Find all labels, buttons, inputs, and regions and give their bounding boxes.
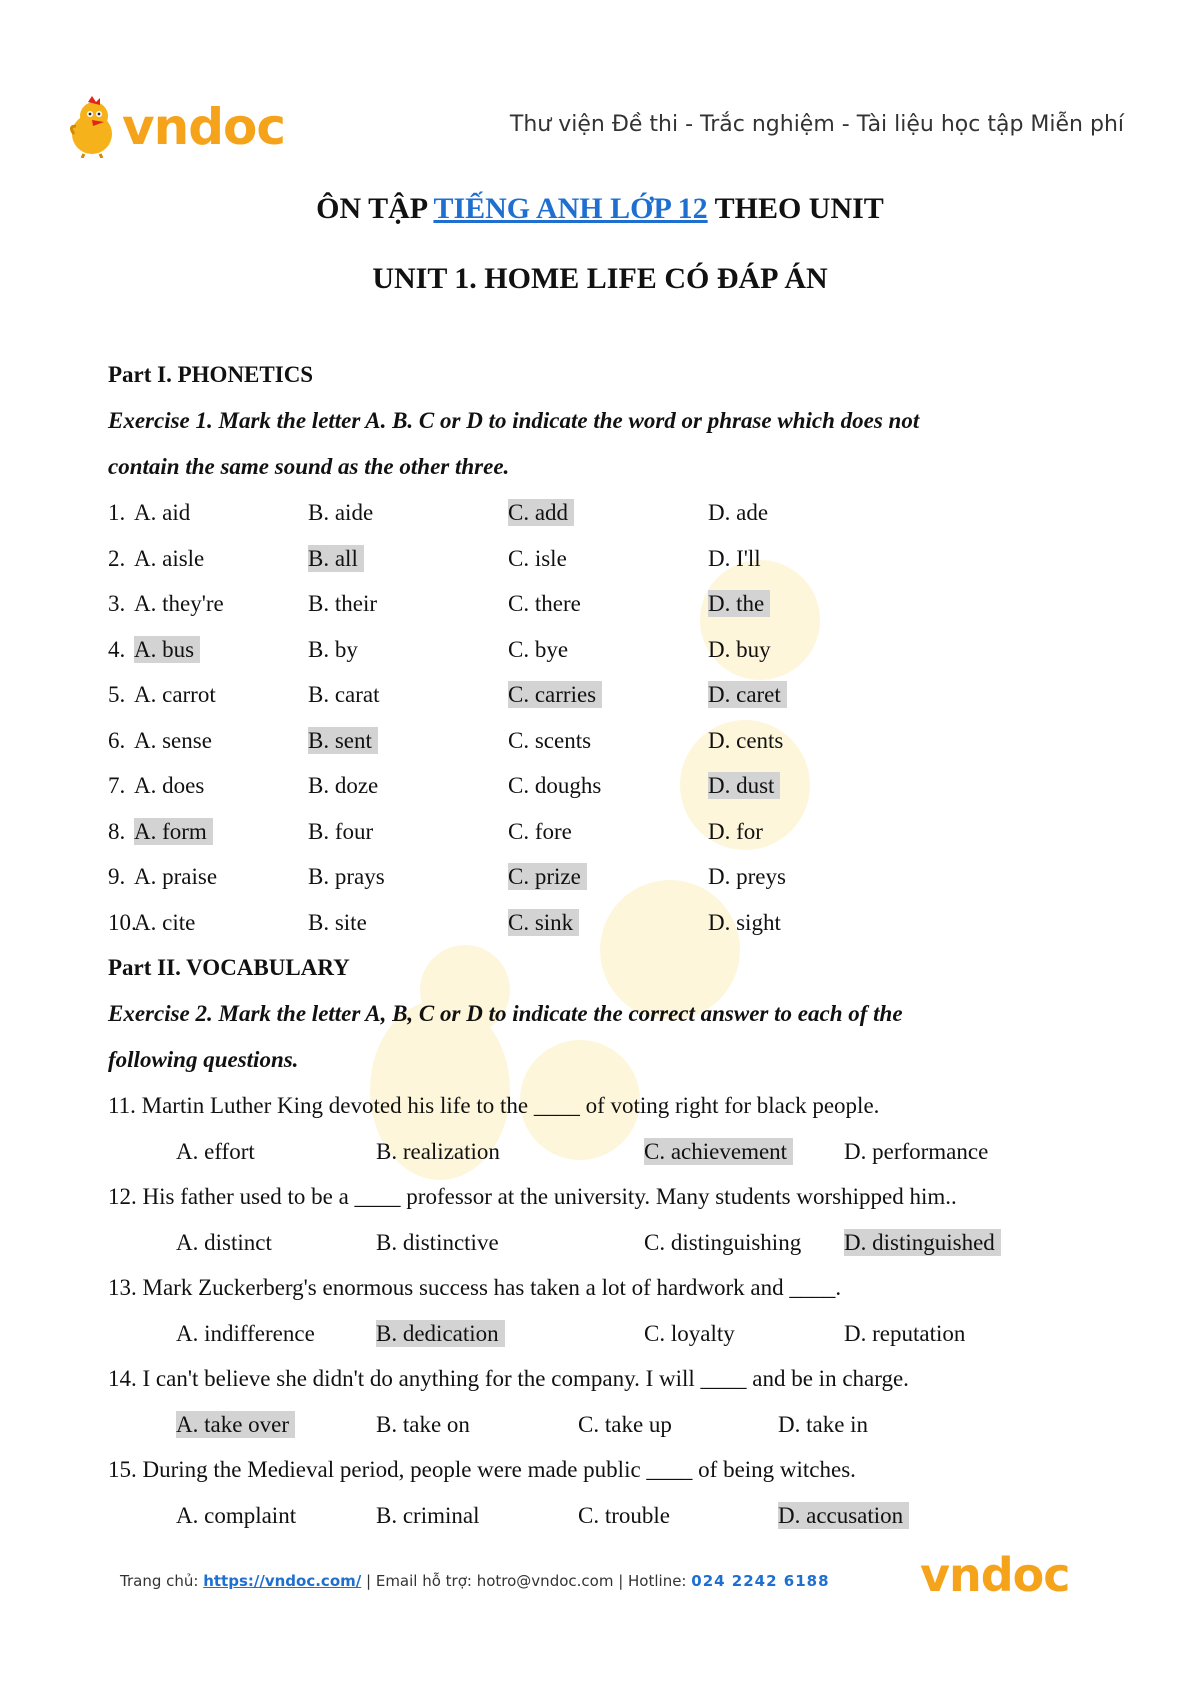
question-stem: 14. I can't believe she didn't do anything for the company. I will ____ and be in charge. [108,1366,909,1391]
option-c [578,1402,672,1448]
question-stem: 11. Martin Luther King devoted his life to the ____ of voting right for black people. [108,1093,880,1118]
answer-highlight: B. dedication [376,1320,505,1347]
option-a-text: A. distinct [176,1229,272,1255]
question-number: 2. [108,545,126,571]
exercise1-line2: contain the same sound as the other three. [108,454,510,479]
answer-highlight: A. take over [176,1411,295,1438]
question-stem: 15. During the Medieval period, people were made public ____ of being witches. [108,1457,856,1482]
option-b [308,763,378,809]
question-number: 4. [108,636,126,662]
option-c-text: C. trouble [578,1502,670,1528]
title-link[interactable]: TIẾNG ANH LỚP 12 [433,192,708,225]
answer-highlight: D. the [708,590,770,617]
phonetics-row [108,763,1108,809]
option-b [308,854,385,900]
question-stem: 13. Mark Zuckerberg's enormous success has taken a lot of hardwork and ____. [108,1275,842,1300]
footer-contact: | Email hỗ trợ: hotro@vndoc.com | Hotline: [361,1572,692,1590]
answer-highlight: C. prize [508,863,587,890]
option-a [134,627,200,673]
answer-highlight: C. sink [508,909,579,936]
option-c-text: C. bye [508,636,569,662]
answer-highlight: B. all [308,545,364,572]
answer-highlight: A. bus [134,636,200,663]
option-c-text: C. fore [508,818,572,844]
page-footer [120,1572,830,1590]
option-b [376,1129,500,1175]
option-b [308,718,378,764]
option-a-text: A. effort [176,1138,255,1164]
option-d-text: D. I'll [708,545,761,571]
option-c [508,900,579,946]
question-number: 7. [108,773,126,798]
phonetics-row [108,854,1108,900]
phonetics-row [108,809,1108,855]
option-b-text: B. criminal [376,1502,480,1528]
option-a [134,536,204,582]
option-a-text: A. complaint [176,1502,297,1528]
option-c [578,1493,670,1539]
option-b [308,900,367,946]
option-d [708,900,781,946]
option-b-text: B. aide [308,500,374,525]
option-d [708,854,786,900]
option-d [778,1402,868,1448]
option-c-text: C. doughs [508,773,602,798]
options-row [108,1311,1108,1357]
option-b-text: B. site [308,909,367,935]
option-a-text: A. aid [134,500,191,525]
option-a-text: A. aisle [134,545,205,571]
option-a [176,1493,296,1539]
answer-highlight: D. caret [708,681,787,708]
option-b [308,581,377,627]
title-suffix: THEO UNIT [707,192,884,225]
option-d-text: D. take in [778,1411,869,1437]
answer-highlight: D. dust [708,772,780,799]
part2-heading: Part II. VOCABULARY [108,955,350,980]
question-number: 6. [108,727,126,753]
footer-home-link[interactable]: https://vndoc.com/ [203,1572,362,1590]
option-c-text: C. isle [508,545,567,571]
option-a-text: A. cite [134,909,196,935]
option-d [708,672,787,718]
option-c-text: C. take up [578,1411,672,1437]
option-d [708,627,771,673]
option-c [508,809,572,855]
exercise2-line2: following questions. [108,1047,299,1072]
option-d [844,1311,965,1357]
header-tagline: Thư viện Đề thi - Trắc nghiệm - Tài liệu học tập Miễn phí [509,112,1124,137]
option-d [708,490,768,536]
phonetics-row [108,627,1108,673]
option-d-text: D. for [708,818,763,844]
phonetics-row [108,581,1108,627]
option-d-text: D. preys [708,864,786,889]
option-a [134,854,217,900]
option-a-text: A. carrot [134,682,216,707]
question-number: 10. [108,909,137,935]
option-c [644,1220,801,1266]
option-c [508,672,602,718]
option-b-text: B. four [308,818,374,844]
footer-logo[interactable]: vndoc [920,1548,1070,1602]
option-a-text: A. does [134,773,205,798]
option-d-text: D. ade [708,500,769,525]
page-subtitle: UNIT 1. HOME LIFE CÓ ĐÁP ÁN [372,262,828,295]
option-b [376,1402,470,1448]
question-number: 1. [108,500,126,525]
option-b-text: B. carat [308,682,380,707]
option-a [134,718,212,764]
options-row [108,1493,1108,1539]
options-row [108,1220,1108,1266]
exercise2-line1: Exercise 2. Mark the letter A, B, C or D to indicate the correct answer to each of the [108,1001,903,1026]
option-c [644,1311,735,1357]
phonetics-row [108,490,1108,536]
option-a [134,490,190,536]
option-b [308,809,373,855]
option-a [134,809,213,855]
option-c-text: C. loyalty [644,1320,735,1346]
exercise1-line1: Exercise 1. Mark the letter A. B. C or D to indicate the word or phrase which does not [108,408,920,433]
option-c-text: C. distinguishing [644,1229,802,1255]
option-b [376,1493,479,1539]
option-d [708,581,770,627]
option-b-text: B. take on [376,1411,470,1437]
option-b-text: B. by [308,636,358,662]
option-a-text: A. sense [134,727,212,753]
option-a [176,1129,255,1175]
option-c [644,1129,793,1175]
option-c [508,536,567,582]
option-d-text: D. reputation [844,1320,966,1346]
option-d-text: D. cents [708,727,784,753]
option-b-text: B. doze [308,773,379,798]
option-d-text: D. buy [708,636,771,662]
answer-highlight: C. add [508,499,574,526]
footer-home-label: Trang chủ: [120,1572,204,1590]
vndoc-logo[interactable] [66,96,285,158]
answer-highlight: A. form [134,818,213,845]
option-b-text: B. their [308,591,377,616]
option-a-text: A. indifference [176,1320,315,1346]
option-b-text: B. distinctive [376,1229,499,1255]
option-a [134,763,204,809]
chick-mascot-icon [66,96,118,158]
option-a [134,672,216,718]
exercise1-instruction [108,398,1108,490]
option-b-text: B. prays [308,864,385,889]
option-a-text: A. they're [134,591,224,616]
part1-heading: Part I. PHONETICS [108,362,314,387]
worksheet-content [108,352,1108,1538]
option-c [508,763,601,809]
phonetics-row [108,900,1108,946]
option-c-text: C. there [508,591,581,616]
option-d [708,718,783,764]
answer-highlight: B. sent [308,727,378,754]
option-b [376,1311,505,1357]
question-number: 9. [108,864,126,889]
answer-highlight: D. distinguished [844,1229,1001,1256]
title-prefix: ÔN TẬP [316,192,434,225]
option-a-text: A. praise [134,864,218,889]
exercise2-instruction [108,991,1108,1083]
options-row [108,1129,1108,1175]
option-d-text: D. sight [708,909,781,935]
question-number: 3. [108,591,126,616]
logo-text: vndoc [122,98,285,156]
option-b-text: B. realization [376,1138,500,1164]
phonetics-row [108,536,1108,582]
option-b [308,627,358,673]
option-b [376,1220,499,1266]
answer-highlight: D. accusation [778,1502,909,1529]
option-d [708,809,763,855]
option-c [508,581,581,627]
option-d-text: D. performance [844,1138,989,1164]
question-stem: 12. His father used to be a ____ professor at the university. Many students worshipped him.. [108,1184,957,1209]
page-header [0,0,1200,180]
answer-highlight: C. carries [508,681,602,708]
option-d [708,536,761,582]
option-a [134,581,224,627]
option-a [134,900,195,946]
option-a [176,1220,272,1266]
option-c [508,490,574,536]
vocabulary-questions [108,1083,1108,1538]
option-c [508,854,587,900]
footer-hotline: 024 2242 6188 [691,1572,830,1590]
phonetics-row [108,718,1108,764]
option-b [308,490,373,536]
option-a [176,1311,315,1357]
options-row [108,1402,1108,1448]
phonetics-questions [108,490,1108,945]
option-a [176,1402,295,1448]
question-number: 5. [108,682,126,707]
option-b [308,536,364,582]
option-c-text: C. scents [508,727,592,753]
question-number: 8. [108,818,126,844]
phonetics-row [108,672,1108,718]
option-d [844,1129,988,1175]
option-d [844,1220,1001,1266]
option-d [778,1493,909,1539]
page-title [0,192,1200,226]
option-d [708,763,780,809]
answer-highlight: C. achievement [644,1138,793,1165]
option-c [508,718,591,764]
option-b [308,672,380,718]
option-c [508,627,568,673]
